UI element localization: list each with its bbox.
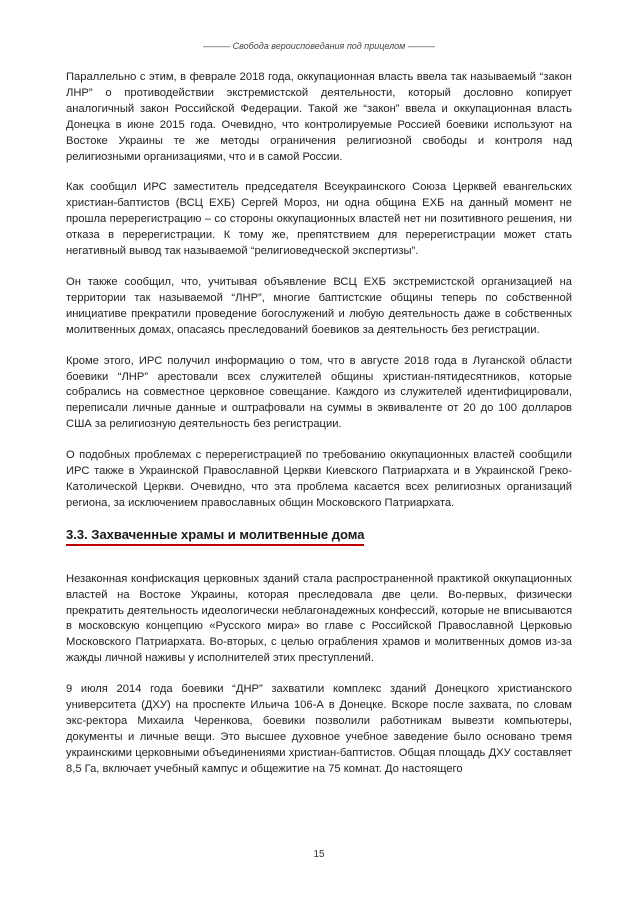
- paragraph: Незаконная конфискация церковных зданий стала распространенной практикой оккупационных властей на Востоке Украины, которая преследовала две цели. Во-первых, физически прекратить деятельность идеологически неблагонадежных конфессий, которые не вписываются в московскую концепцию «Русского мира» во главе с Российской Православной Церковью Московского Патриархата. Во-вторых, с целью ограбления храмов и молитвенных домов из-за жажды личной наживы у исполнителей этих преступлений.: [66, 572, 572, 665]
- section-title: 3.3. Захваченные храмы и молитвенные дома: [66, 527, 364, 546]
- paragraph: Параллельно с этим, в феврале 2018 года, оккупационная власть ввела так называемый “закон ЛНР” о противодействии экстремистской деятельности, который дословно копирует аналогичный закон Российской Федерации. Такой же “закон” ввела и оккупационная власть Донецка в июне 2015 года. Очевидно, что контролируемые Россией боевики используют на Востоке Украины те же методы ограничения религиозной свободы и контроля над религиозными организациями, что и в самой России.: [66, 71, 572, 163]
- paragraph: О подобных проблемах с перерегистрацией по требованию оккупационных властей сообщили ИРС также в Украинской Православной Церкви Киевского Патриархата и в Украинской Греко-Католической Церкви. Очевидно, что эта проблема касается всех религиозных организаций региона, за исключением православных общин Московского Патриархата.: [66, 449, 572, 509]
- paragraph: Он также сообщил, что, учитывая объявление ВСЦ ЕХБ экстремистской организацией на территории так называемой “ЛНР”, многие баптистские общины теперь по собственной инициативе прекратили проведение богослужений и любую деятельность даже в собственных молитвенных домах, опасаясь преследований боевиков за деятельность без регистрации.: [66, 275, 572, 336]
- page-body: [66, 70, 572, 793]
- paragraph: Как сообщил ИРС заместитель председателя Всеукраинского Союза Церквей евангельских христиан-баптистов (ВСЦ ЕХБ) Сергей Мороз, ни одна община ЕХБ на данный момент не прошла перерегистрацию – со стороны оккупационных властей нет ни позитивного решения, ни отказа в перерегистрации. К тому же, препятствием для перерегистрации может стать негативный вывод так называемой “религиоведческой экспертизы”.: [66, 181, 572, 258]
- paragraph: 9 июля 2014 года боевики “ДНР” захватили комплекс зданий Донецкого христианского университета (ДХУ) на проспекте Ильича 106-А в Донецке. Вскоре после захвата, по словам экс-ректора Михаила Черенкова, боевики позволили работникам вывезти компьютеры, документы и личные вещи. Это высшее духовное учебное заведение было основано тремя украинскими церковными объединениями христиан-баптистов. Общая площадь ДХУ составляет 8,5 Га, включает учебный кампус и общежитие на 75 комнат. До настоящего: [66, 683, 572, 775]
- running-header: ——— Свобода вероисповедания под прицелом ———: [203, 41, 435, 51]
- page-number: 15: [313, 849, 325, 860]
- paragraph: Кроме этого, ИРС получил информацию о том, что в августе 2018 года в Луганской области боевики “ЛНР” арестовали всех служителей общины христиан-пятидесятников, которые собрались на совместное церковное совещание. Каждого из служителей идентифицировали, переписали личные данные и оштрафовали на суммы в эквиваленте от 20 до 100 долларов США за религиозную деятельность без регистрации.: [66, 354, 572, 431]
- section-heading: [66, 527, 572, 546]
